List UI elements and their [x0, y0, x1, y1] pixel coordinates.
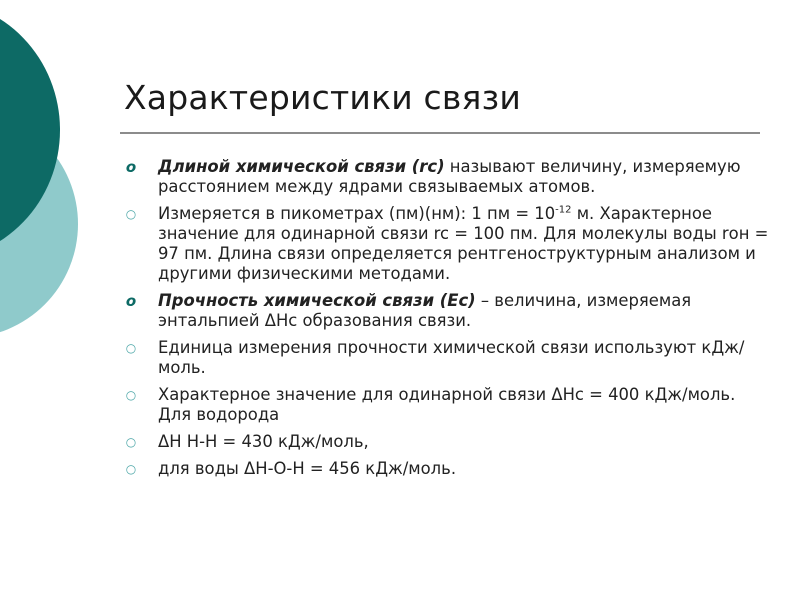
bullet-text: Единица измерения прочности химической связи используют кДж/моль. — [158, 338, 745, 377]
bullet-marker-icon: o — [125, 158, 137, 176]
bullet-marker-icon: ○ — [125, 462, 137, 476]
bullet-picometer-units — [120, 204, 770, 284]
bullet-marker-icon: ○ — [125, 341, 137, 355]
exponent: -12 — [555, 204, 572, 216]
bullet-marker-icon: ○ — [125, 435, 137, 449]
bullet-text: для воды ΔН-О-Н = 456 кДж/моль. — [158, 459, 457, 478]
bullet-hydrogen-value — [120, 432, 770, 452]
bullet-text: м. Характерное значение для одинарной связи rc = 100 пм. Для молекулы воды rон = 97 пм. Длина связи определяется рентгеноструктурным анализом и другими физическими методами. — [158, 204, 769, 283]
bullet-text: Характерное значение для одинарной связи ΔНс = 400 кДж/моль. Для водорода — [158, 385, 736, 424]
bullet-bold-term: Прочность химической связи (Ec) — [158, 291, 476, 310]
bullet-typical-value — [120, 385, 770, 425]
decorative-circles — [0, 0, 140, 600]
bullet-water-value — [120, 459, 770, 479]
bullet-marker-icon: o — [125, 292, 137, 310]
bullet-text: ΔН Н-Н = 430 кДж/моль, — [158, 432, 369, 451]
bullet-bond-strength-definition — [120, 291, 770, 331]
bullet-text: – величина, измеряемая энтальпией ΔНс образования связи. — [158, 291, 692, 330]
bullet-text: Измеряется в пикометрах (пм)(нм): 1 пм = 10 — [158, 204, 556, 223]
title-divider — [120, 132, 760, 134]
bullet-bold-term: Длиной химической связи (rc) — [158, 157, 445, 176]
slide-title: Характеристики связи — [124, 78, 521, 117]
bullet-list — [120, 157, 770, 486]
bullet-marker-icon: ○ — [125, 388, 137, 402]
bullet-bond-length-definition — [120, 157, 770, 197]
bullet-text: называют величину, измеряемую расстоянием между ядрами связываемых атомов. — [158, 157, 741, 196]
bullet-marker-icon: ○ — [125, 207, 137, 221]
bullet-strength-unit — [120, 338, 770, 378]
